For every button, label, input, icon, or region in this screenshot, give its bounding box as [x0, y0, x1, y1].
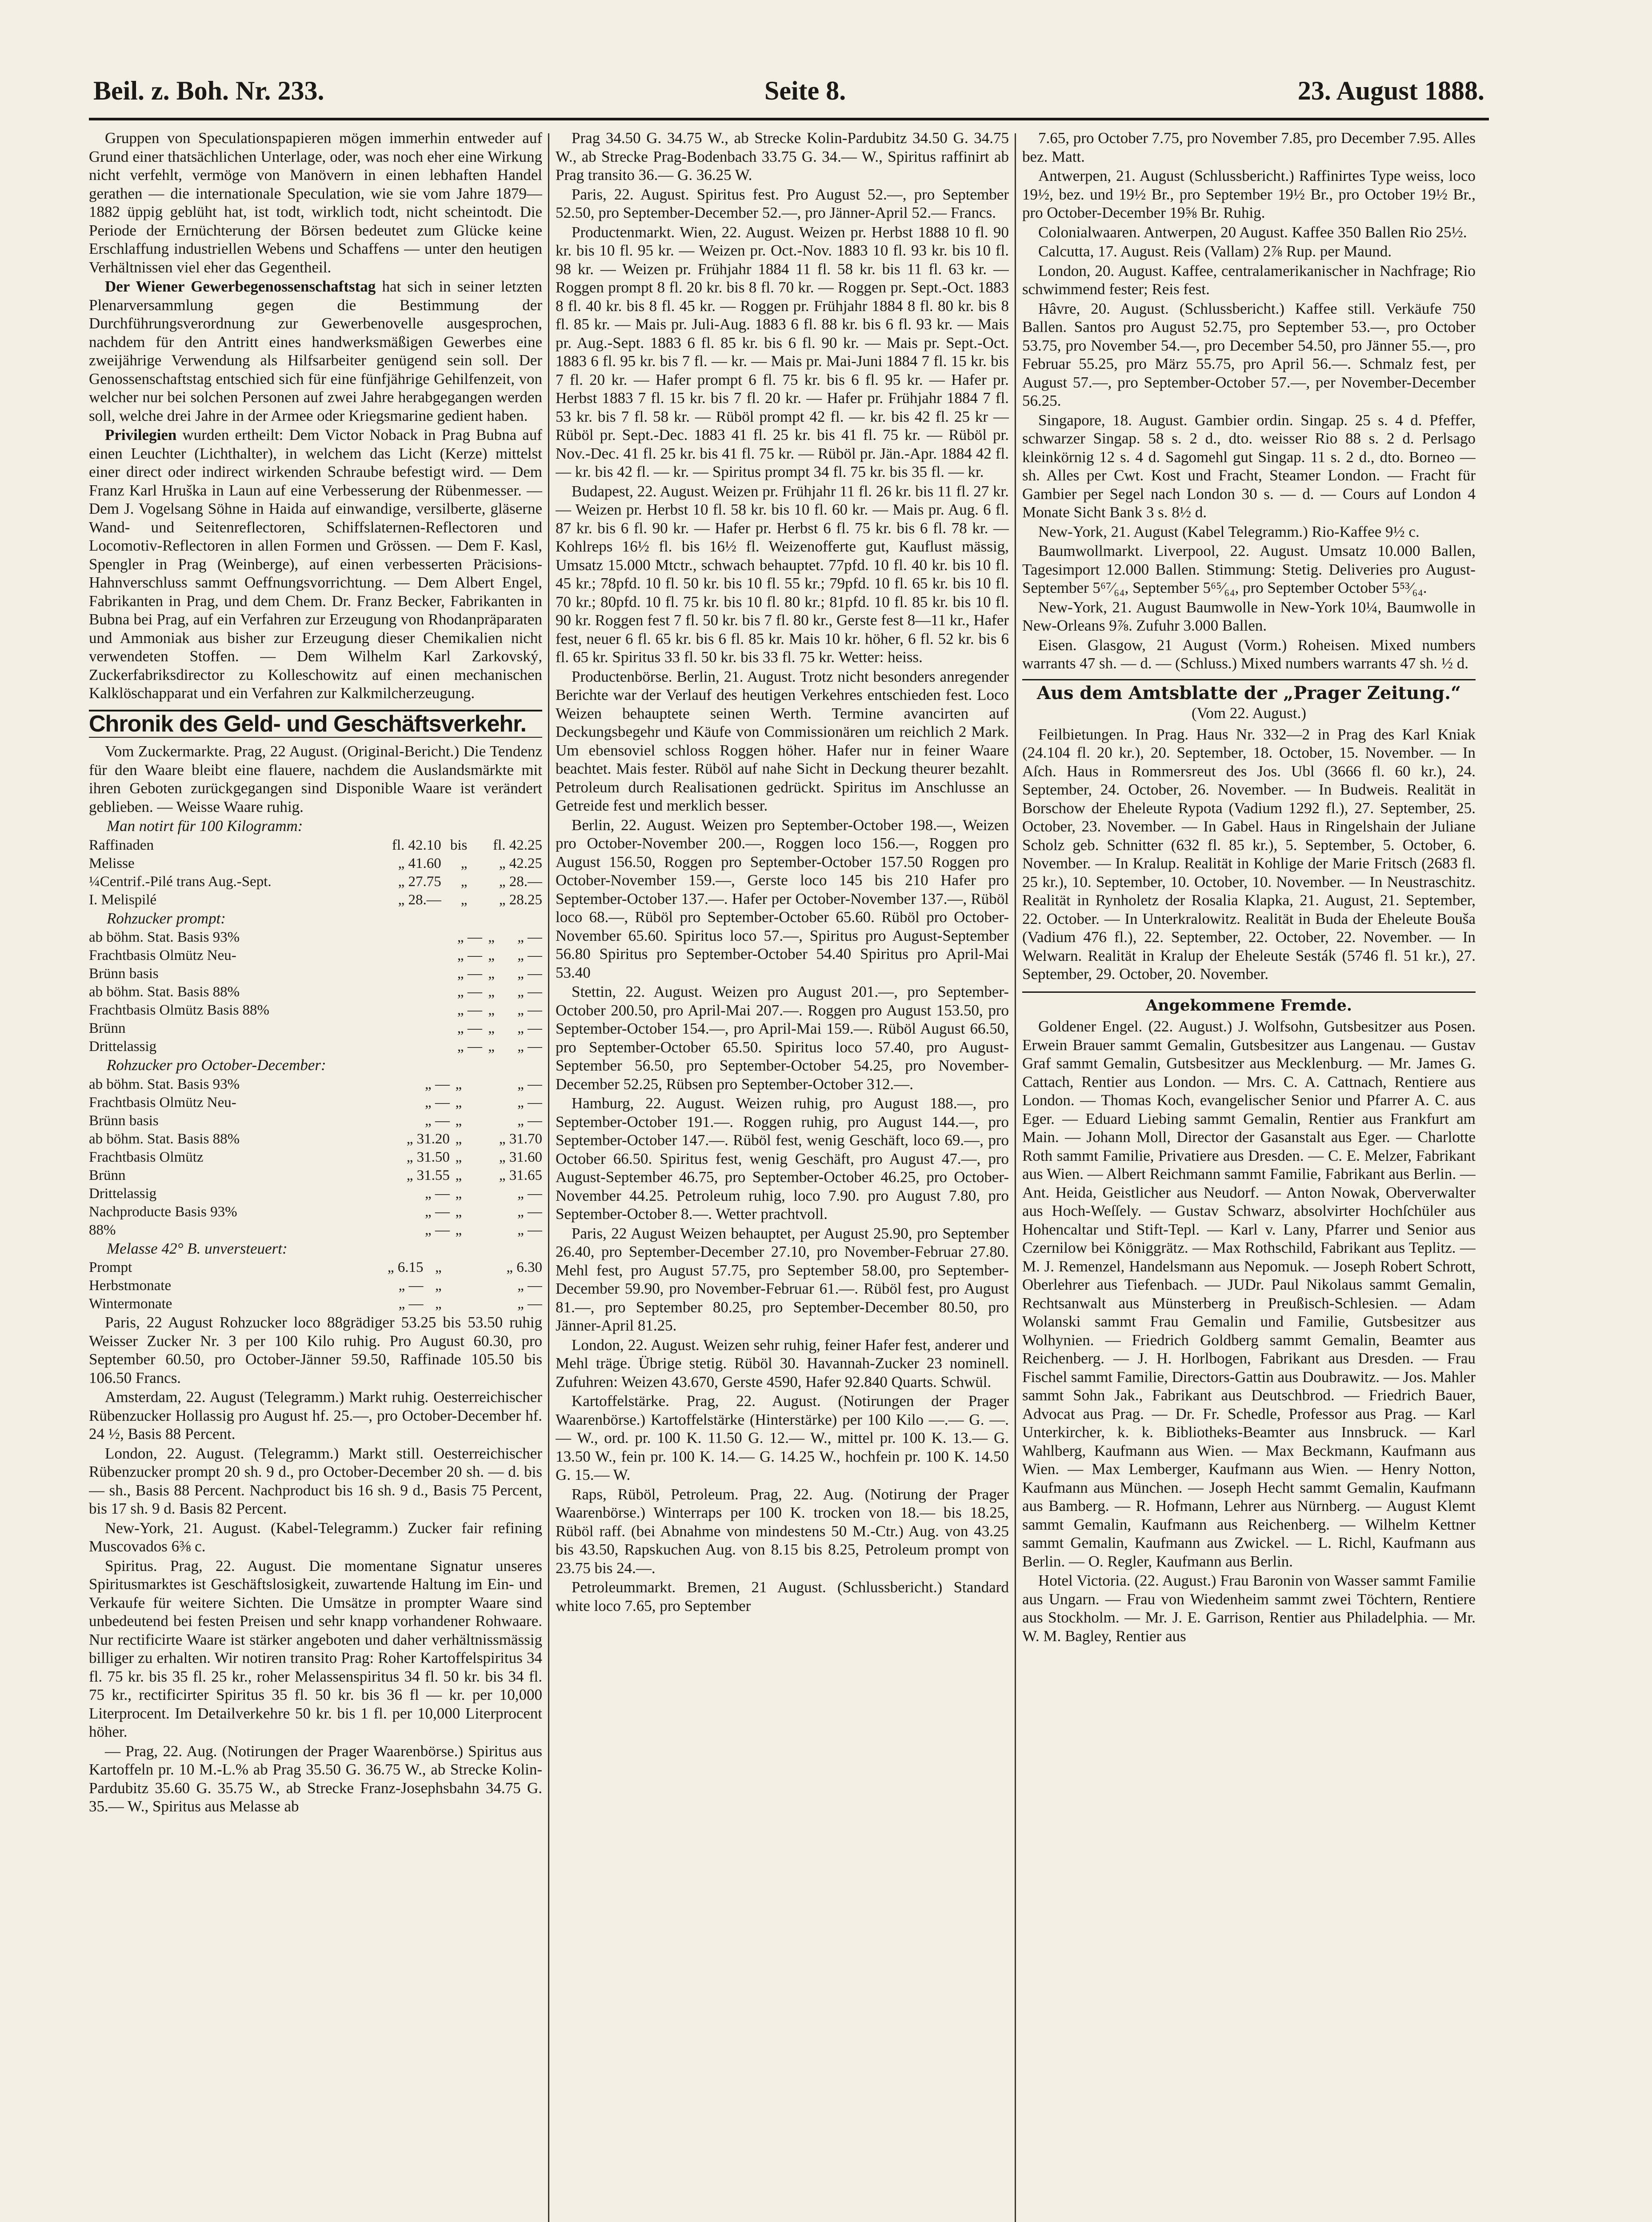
market-report: Hâvre, 20. August. (Schlussbericht.) Kaffee still. Verkäufe 750 Ballen. Santos pro August 52.75, pro September 53.—, pro October 53.75, pro November 54.—, pro December 54.50, pro Jänner 55.—, pro Februar 55.25, pro März 55.75, pro April 56.—. Schmalz fest, per August 57.—, pro September-October 57.—, per November-December 56.25. — [1022, 300, 1476, 409]
table-cell: „ — — [457, 947, 482, 963]
table-caption: Rohzucker prompt: — [107, 909, 226, 927]
market-report: Petroleummarkt. Bremen, 21 August. (Schlussbericht.) Standard white loco 7.65, pro September — [556, 1579, 1009, 1615]
table-cell: „ — — [517, 984, 542, 1000]
table-cell: „ — — [398, 1278, 424, 1294]
table-cell: ab böhm. Stat. Basis 88% — [89, 984, 240, 1000]
table-cell: „ 28.— — [398, 891, 441, 908]
notice-paragraph: Goldener Engel. (22. August.) J. Wolfsohn, Gutsbesitzer aus Posen. Erwein Brauer sammt Gemalin, Gutsbesitzer aus Langenau. — Gustav Graf sammt Gemalin, Gutsbesitzer aus Mecklenburg. — Mr. James G. Cattach, Rentier aus London. — Mrs. C. A. Cattnach, Rentiere aus London. — Thomas Koch, evangelischer Senior und Pfarrer A. C. aus Eger. — Eduard Liebing sammt Gemalin, Rentier aus Frankfurt am Main. — Johann Moll, Director der Gasanstalt aus Eger. — Charlotte Roth sammt Familie, Privatiere aus Dresden. — C. E. Melzer, Fabrikant aus Wien. — Albert Reichmann sammt Familie, Fabrikant aus Berlin. — Ant. Heida, Geistlicher aus Neudorf. — Anton Nowak, Oberverwalter aus Hoch-Weſſely. — Gustav Schwarz, absolvirter Hochſchüler aus Hohencaltar und Stift-Tepl. — Karl v. Lany, Pfarrer und Senior aus Czernilow bei Königgrätz. — Max Rothschild, Fabrikant aus Teplitz. — M. J. Remenzel, Handelsmann aus Nepomuk. — Joseph Robert Schrott, Oberlehrer aus Tiefenbach. — JUDr. Paul Nikolaus sammt Gemalin, Rechtsanwalt aus Münsterberg in Preußisch-Schlesien. — Adam Wolanski sammt Frau Gemalin und Familie, Gutsbesitzer aus Wolhynien. — Friedrich Goldberg sammt Gemalin, Beamter aus Reichenberg. — J. H. Horlbogen, Fabrikant aus Dresden. — Frau Fischel sammt Familie, Directors-Gattin aus Doubrawitz. — Jos. Mahler sammt Sohn Jak., Fabrikant aus Deutschbrod. — Friedrich Bauer, Advocat aus Prag. — Dr. Fr. Schedle, Professor aus Prag. — Karl Unterkircher, k. k. Bibliotheks-Beamter aus Innsbruck. — Karl Wahlberg, Kaufmann aus Wien. — Max Beckmann, Kaufmann aus Wien. — Max Lemberger, Kaufmann aus Wien. — Henry Notton, Kaufmann aus München. — Joseph Hecht sammt Gemalin, Kaufmann aus Bamberg. — R. Hofmann, Lehrer aus Nürnberg. — August Klemt sammt Gemalin, Kaufmann aus Reichenberg. — Wilhelm Kettner sammt Gemalin, Kaufmann aus Zwickel. — L. Richl, Kaufmann aus Berlin. — O. Regler, Kaufmann aus Berlin. — [1022, 1018, 1476, 1570]
table-cell: „ — [455, 1094, 462, 1111]
table-cell: „ — — [457, 1002, 482, 1018]
table-cell: „ — [455, 1112, 462, 1129]
table-cell: Drittelassig — [89, 1185, 157, 1202]
price-table — [89, 928, 542, 1056]
table-cell: „ 31.70 — [499, 1131, 542, 1147]
table-cell: Brünn basis — [89, 966, 159, 982]
table-caption: Melasse 42° B. unversteuert: — [107, 1239, 288, 1257]
table-cell: „ 31.55 — [406, 1167, 450, 1183]
table-cell: „ — — [517, 1094, 542, 1111]
notice-paragraph: Feilbietungen. In Prag. Haus Nr. 332—2 in Prag des Karl Kniak (24.104 fl. 20 kr.), 20. September, 18. October, 15. November. — In Aſch. Haus in Rommersreut des Jos. Ubl (3666 fl. 60 kr.), 24. September, 24. October, 26. November. — In Budweis. Realität in Borschow der Eheleute Rypota (Vadium 1292 fl.), 27. September, 25. October, 23. November. — In Gabel. Haus in Ringelshain der Juliane Scholz geb. Schnitter (632 fl. 85 kr.), 5. September, 5. October, 6. November. — In Kralup. Realität in Kohlige der Marie Fritsch (2683 fl. 25 kr.), 10. September, 10. October, 10. November. — In Neustraschitz. Realität in Rynholetz der Rosalia Klapka, 21. August, 21. September, 22. October. — In Unterkralowitz. Realität in Buda der Eheleute Bouša (Vadium 476 fl.), 22. September, 22. October, 22. November. — In Welwarn. Realität in Kralup der Eheleute Sesták (5746 fl. 51 kr.), 27. September, 29. October, 20. November. — [1022, 725, 1476, 983]
table-cell: „ — — [457, 966, 482, 982]
market-report: London, 22. August. Weizen sehr ruhig, feiner Hafer fest, anderer und Mehl träge. Übrige stetig. Rüböl 30. Havannah-Zucker 23 nominell. Zufuhren: Weizen 43.670, Gerste 4590, Hafer 92.840 Quarts. Schwül. — [556, 1336, 1009, 1391]
table-row — [89, 1203, 542, 1221]
table-cell: „ 41.60 — [398, 855, 441, 871]
header-rule — [89, 118, 1489, 120]
table-cell: „ — [488, 984, 495, 1000]
article-text: hat sich in seiner letzten Plenarversammlung gegen die Bestimmung der Durchführungsverordnung zur Gewerbenovelle ausgesprochen, nachdem für den Antritt eines handwerksmäßigen Gewerbes eine zweijährige Verwendung als Hilfsarbeiter genügend sein soll. Der Genossenschaftstag entschied sich für eine fünfjährige Gehilfenzeit, von welcher nur bei solchen Personen auf zwei Jahre herabgegangen werden soll, welche drei Jahre in der Armee oder Kriegsmarine gedient haben. — [89, 278, 542, 424]
table-cell: „ — [488, 1020, 495, 1036]
table-row — [89, 1277, 542, 1295]
table-cell: „ — — [457, 1039, 482, 1055]
market-report: Colonialwaaren. Antwerpen, 20 August. Kaffee 350 Ballen Rio 25½. — [1038, 223, 1467, 241]
article-paragraph — [89, 277, 542, 425]
table-cell: „ — [460, 855, 468, 871]
market-report: London, 20. August. Kaffee, centralamerikanischer in Nachfrage; Rio schwimmend fester; Reis fest. — [1022, 262, 1476, 298]
market-report: 7.65, pro October 7.75, pro November 7.85, pro December 7.95. Alles bez. Matt. — [1022, 129, 1476, 165]
table-row — [89, 873, 542, 891]
table-row — [89, 891, 542, 909]
table-cell: „ 42.25 — [499, 855, 542, 871]
market-report: Hamburg, 22. August. Weizen ruhig, pro August 188.—, pro September-October 191.—. Roggen ruhig, pro August 144.—, pro September-October 147.—. Rüböl fest, wenig Geschäft, loco 69.—, pro October 66.50. Spiritus fest, wenig Geschäft, pro August 47.—, pro August-September 46.75, pro September-October 46.25, pro October-November 44.25. Petroleum ruhig, loco 7.90. pro August 7.80, pro September-October 8.—. Wetter prachtvoll. — [556, 1095, 1009, 1223]
table-cell: „ — [460, 891, 468, 908]
table-row — [89, 1038, 542, 1056]
table-cell: „ — — [517, 1020, 542, 1036]
table-cell: Frachtbasis Olmütz Neu- — [89, 947, 236, 963]
table-cell: „ — [488, 1039, 495, 1055]
table-cell: Frachtbasis Olmütz Neu- — [89, 1094, 236, 1111]
table-cell: „ — [455, 1167, 462, 1183]
market-report: Paris, 22 August Weizen behauptet, per August 25.90, pro September 26.40, pro September-December 27.10, pro November-Februar 27.80. Mehl fest, pro August 57.75, pro September 58.00, pro September-December 59.90, pro November-Februar 61.—. Rüböl fest, pro August 81.—, pro September 80.25, pro September-December 80.50, pro Jänner-April 81.25. — [556, 1224, 1009, 1334]
table-cell: „ — — [517, 1002, 542, 1018]
market-report: Singapore, 18. August. Gambier ordin. Singap. 25 s. 4 d. Pfeffer, schwarzer Singap. 58 s. 2 d., dto. weisser Rio 88 s. 2 d. Perlsago kleinkörnig 12 s. 4 d. Sagomehl gut Singap. 11 s. 2 d., dto. Borneo — sh. Alles per Cwt. Kost und Fracht, Steamer London. — Fracht für Gambier per Segel nach London 30 s. — d. — Cours auf London 4 Monate Sicht Bank 3 s. 8½ d. — [1022, 411, 1476, 521]
table-cell: ab böhm. Stat. Basis 93% — [89, 1076, 240, 1092]
market-report: New-York, 21. August. (Kabel-Telegramm.) Zucker fair refining Muscovados 6⅜ c. — [89, 1519, 542, 1555]
table-cell: „ — — [517, 929, 542, 945]
table-cell: „ — — [517, 1296, 542, 1312]
price-table — [89, 1075, 542, 1239]
market-report: Spiritus. Prag, 22. August. Die momentane Signatur unseres Spiritusmarktes ist Geschäftslosigkeit, zuwartende Haltung im Ein- und Verkaufe für weitere Sichten. Die Umsätze in prompter Waare sind unbedeutend bei festen Preisen und sehr knapp vorhandener Rohwaare. Nur rectificirte Waare ist stärker angeboten und daher verhältnissmässig billiger zu erhalten. Wir notiren transito Prag: Roher Kartoffelspiritus 34 fl. 75 kr. bis 35 fl. 25 kr., roher Melassenspiritus 34 fl. 50 kr. bis 34 fl. 75 kr., rectificirter Spiritus 35 fl. 50 kr. bis 36 fl — kr. per 10,000 Literprocent. Im Detailverkehre 50 kr. bis 1 fl. per 10,000 Literprocent höher. — [89, 1557, 542, 1740]
table-cell: 88% — [89, 1222, 116, 1238]
column-3 — [1022, 129, 1476, 2222]
table-cell: „ — — [517, 947, 542, 963]
market-report: Antwerpen, 21. August (Schlussbericht.) Raffinirtes Type weiss, loco 19½, bez. und 19½ Br., pro September 19½ Br., pro October 19½ Br., pro October-December 19⅝ Br. Ruhig. — [1022, 167, 1476, 221]
table-cell: Brünn — [89, 1020, 126, 1036]
table-row — [89, 1112, 542, 1130]
table-cell: ab böhm. Stat. Basis 93% — [89, 929, 240, 945]
column-2 — [556, 129, 1009, 2222]
section-heading: Chronik des Geld- und Geschäftsverkehr. — [89, 710, 542, 738]
table-cell: „ 6.15 — [387, 1259, 424, 1275]
table-cell: bis — [450, 837, 468, 853]
table-cell: „ — [435, 1259, 442, 1275]
table-cell: „ — [455, 1076, 462, 1092]
table-cell: „ — [488, 947, 495, 963]
table-row — [89, 928, 542, 947]
table-cell: „ — — [517, 1278, 542, 1294]
table-cell: „ — — [517, 1112, 542, 1129]
table-cell: „ — [455, 1149, 462, 1165]
market-report: Raps, Rüböl, Petroleum. Prag, 22. Aug. (Notirung der Prager Waarenbörse.) Winterraps per 100 K. trocken von 18.— bis 18.25, Rüböl raff. (bei Abnahme von mindestens 50 M.-Ctr.) Aug. von 43.25 bis 43.50, Rapskuchen Aug. von 8.15 bis 8.25, Petroleum prompt von 23.75 bis 24.—. — [556, 1485, 1009, 1577]
table-cell: „ — — [425, 1203, 450, 1220]
table-cell: „ — — [457, 1020, 482, 1036]
table-cell: Brünn basis — [89, 1112, 159, 1129]
table-cell: „ 31.65 — [499, 1167, 542, 1183]
table-cell: „ — [455, 1203, 462, 1220]
issue-date: 23. August 1888. — [1297, 76, 1484, 105]
table-cell: „ — — [517, 966, 542, 982]
table-row — [89, 1148, 542, 1167]
table-row — [89, 1094, 542, 1112]
market-report: Budapest, 22. August. Weizen pr. Frühjahr 11 fl. 26 kr. bis 11 fl. 27 kr. — Weizen pr. Herbst 10 fl. 58 kr. bis 10 fl. 60 kr. — Mais pr. Aug. 6 fl. 87 kr. bis 6 fl. 90 kr. — Hafer pr. Herbst 6 fl. 75 kr. bis 6 fl. 78 kr. — Kohlreps 16½ fl. bis 16½ fl. Weizenofferte gut, Kauflust mässig, Umsatz 15.000 Mtctr., schwach behauptet. 77pfd. 10 fl. 40 kr. bis 10 fl. 45 kr.; 78pfd. 10 fl. 50 kr. bis 10 fl. 55 kr.; 79pfd. 10 fl. 65 kr. bis 10 fl. 70 kr.; 80pfd. 10 fl. 75 kr. bis 10 fl. 80 kr.; 81pfd. 10 fl. 85 kr. bis 10 fl. 90 kr. Roggen fest 7 fl. 50 kr. bis 7 fl. 80 kr., Gerste fest 8—11 kr., Hafer fest, neuer 6 fl. 65 kr. bis 6 fl. 85 kr. Mais 10 kr. höher, 6 fl. 52 kr. bis 6 fl. 65 kr. Spiritus 33 fl. 50 kr. bis 33 fl. 75 kr. Wetter: heiss. — [556, 482, 1009, 666]
table-cell: „ — — [425, 1076, 450, 1092]
market-report: Stettin, 22. August. Weizen pro August 201.—, pro September-October 200.50, pro April-Mai 207.—. Roggen pro August 153.50, pro September-October 154.—, pro April-Mai 159.—. Rüböl August 66.50, pro September-October 65.50. Spiritus loco 57.40, pro August-September 56.50, pro September-October 54.25, pro November-December 52.25, Rübsen pro September-October 312.—. — [556, 983, 1009, 1093]
table-cell: „ 31.60 — [499, 1149, 542, 1165]
article-title: Der Wiener Gewerbegenossenschaftstag — [105, 278, 376, 295]
table-cell: „ — — [457, 929, 482, 945]
market-report: Paris, 22 August Rohzucker loco 88grädiger 53.25 bis 53.50 ruhig Weisser Zucker Nr. 3 per 100 Kilo ruhig. Pro August 60.30, pro September 60.50, pro October-Jänner 59.50, Raffinade 105.50 bis 106.50 Francs. — [89, 1314, 542, 1387]
table-cell: „ — — [517, 1222, 542, 1238]
market-report: Calcutta, 17. August. Reis (Vallam) 2⅞ Rup. per Maund. — [1038, 243, 1392, 260]
column-divider — [1015, 133, 1016, 2222]
table-cell: „ — — [517, 1185, 542, 1202]
market-report: Kartoffelstärke. Prag, 22. August. (Notirungen der Prager Waarenbörse.) Kartoffelstärke (Hinterstärke) per 100 Kilo —.— G. —.— W., ord. pr. 100 K. 11.50 G. 12.— W., mittel pr. 100 K. 13.— G. 13.50 W., fein pr. 100 K. 14.— G. 14.25 W., hochfein pr. 100 K. 14.50 G. 15.— W. — [556, 1392, 1009, 1483]
table-cell: Melisse — [89, 855, 135, 871]
table-cell: „ — — [457, 984, 482, 1000]
table-cell: „ 31.50 — [406, 1149, 450, 1165]
table-cell: „ — [488, 929, 495, 945]
table-cell: fl. 42.10 — [392, 837, 441, 853]
table-caption: Rohzucker pro October-December: — [107, 1056, 326, 1074]
table-cell: „ 6.30 — [506, 1259, 542, 1275]
table-cell: „ — [488, 1002, 495, 1018]
table-cell: „ — [455, 1222, 462, 1238]
table-cell: „ 27.75 — [398, 873, 441, 890]
table-cell: fl. 42.25 — [493, 837, 542, 853]
market-report: Prag 34.50 G. 34.75 W., ab Strecke Kolin-Pardubitz 34.50 G. 34.75 W., ab Strecke Prag-Bodenbach 33.75 G. 34.— W., Spiritus raffinirt ab Prag transito 36.— G. 36.25 W. — [556, 129, 1009, 184]
market-report: Productenbörse. Berlin, 21. August. Trotz nicht besonders anregender Berichte war der Verlauf des heutigen Verkehres entschieden fest. Loco Weizen behauptete seinen Werth. Termine avancirten auf Deckungsbegehr und Käufe von Commissionären um reichlich 2 Mark. Um ebensoviel schloss Roggen höher. Hafer nur in feiner Waare beachtet. Mais fester. Rüböl auf nahe Sicht in Deckung theurer bezahlt. Petroleum durch Realisationen gedrückt. Spiritus im Anschlusse an Getreide fest und merklich besser. — [556, 667, 1009, 814]
market-report: Berlin, 22. August. Weizen pro September-October 198.—, Weizen pro October-November 200.—, Roggen loco 156.—, Roggen pro August 156.50, Roggen pro September-October 157.50 Roggen pro October-November 159.—, Gerste loco 145 bis 210 Hafer pro September-October 137.—. Hafer per October-November 137.—, Rüböl loco 68.—, Rüböl pro September-October 65.60. Rüböl pro October-November 65.60. Spiritus loco 57.—, Spiritus pro August-September 56.80 Spiritus pro September-October 54.40 Spiritus pro April-Mai 53.40 — [556, 816, 1009, 981]
notice-paragraph: Hotel Victoria. (22. August.) Frau Baronin von Wasser sammt Familie aus Ungarn. — Frau von Wiedenheim sammt zwei Töchtern, Rentiere aus Stockholm. — Mr. J. E. Garrison, Rentier aus Philadelphia. — Mr. W. M. Bagley, Rentier aus — [1022, 1572, 1476, 1645]
table-cell: „ — [455, 1185, 462, 1202]
table-cell: Frachtbasis Olmütz — [89, 1149, 204, 1165]
section-heading: Angekommene Fremde. — [1022, 991, 1476, 1015]
article-text: wurden ertheilt: Dem Victor Noback in Prag Bubna auf einen Leuchter (Lichthalter), in welchem das Licht (Kerze) mittelst einer direct oder indirect wirkenden Schraube befestigt wird. — Dem Franz Karl Hruška in Laun auf eine Verbesserung der Rübenmesser. — Dem J. Vogelsang Söhne in Haida auf einwandige, versilberte, gläserne Wand- und Seitenreflectoren, Schiffslaternen-Reflectoren und Locomotiv-Reflectoren in allen Formen und Grössen. — Dem F. Kasl, Spengler in Prag (Weinberge), auf einen verbesserten Präcisions-Hahnverschluss sammt Oeffnungsvorrichtung. — Dem Albert Engel, Fabrikanten in Prag, und dem Chem. Dr. Franz Becker, Fabrikanten in Bubna bei Prag, auf ein Verfahren zur Erzeugung von Rhodanpräparaten und Ammoniak aus bisher zur Erzeugung dieser Chemikalien nicht verwendeten Stoffen. — Dem Wilhelm Karl Zarkovský, Zuckerfabriksdirector zu Kolleschowitz auf einen mechanischen Kalklöschapparat und ein Verfahren zur Kalkmilcherzeugung. — [89, 426, 542, 702]
table-cell: „ — — [425, 1185, 450, 1202]
table-cell: „ — [455, 1131, 462, 1147]
page-header — [89, 67, 1489, 116]
market-report: Paris, 22. August. Spiritus fest. Pro August 52.—, pro September 52.50, pro September-December 52.—, pro Jänner-April 52.— Francs. — [556, 185, 1009, 221]
table-cell: Nachproducte Basis 93% — [89, 1203, 237, 1220]
column-divider — [548, 133, 549, 2222]
table-row — [89, 855, 542, 873]
table-row — [89, 1259, 542, 1277]
article-paragraph: Gruppen von Speculationspapieren mögen immerhin entweder auf Grund einer thatsächlichen Unterlage, oder, was noch eher eine Wirkung nicht verfehlt, vermöge von Manövern in einen lebhaften Handel gerathen — die internationale Speculation, wie sie vom Jahre 1879—1882 üppig geblüht hat, ist todt, wirklich todt, nicht scheintodt. Die Periode der Ernüchterung der Börsen bedeutet zum Glücke keine Erschlaffung industriellen Webens und Schaffens — unter den heutigen Verhältnissen viel eher das Gegentheil. — [89, 129, 542, 276]
table-row — [89, 1167, 542, 1185]
table-cell: Herbstmonate — [89, 1278, 172, 1294]
price-table — [89, 1259, 542, 1313]
table-cell: „ — — [425, 1094, 450, 1111]
market-report: Vom Zuckermarkte. Prag, 22 August. (Original-Bericht.) Die Tendenz für den Waare bleibt eine flauere, nachdem die Auslandsmärkte mit ihren Geboten zurückgegangen sind Disponible Waare ist verändert geblieben. — Weisse Waare ruhig. — [89, 743, 542, 815]
table-cell: „ — — [425, 1112, 450, 1129]
table-cell: Wintermonate — [89, 1296, 172, 1312]
page-number: Seite 8. — [764, 76, 846, 105]
column-1 — [89, 129, 542, 2222]
market-report: London, 22. August. (Telegramm.) Markt still. Oesterreichischer Rübenzucker prompt 20 sh. 9 d., pro October-December 20 sh. — d. bis — sh., Basis 88 Percent. Nachproduct bis 16 sh. 9 d., Basis 75 Percent, bis 17 sh. 9 d. Basis 82 Percent. — [89, 1444, 542, 1517]
market-report: Baumwollmarkt. Liverpool, 22. August. Umsatz 10.000 Ballen, Tagesimport 12.000 Ballen. Stimmung: Stetig. Deliveries pro August-September 5⁶⁷⁄₆₄, September 5⁶⁵⁄₆₄, pro September October 5⁵³⁄₆₄. — [1022, 542, 1476, 596]
table-row — [89, 947, 542, 965]
table-cell: „ — — [517, 1203, 542, 1220]
table-cell: „ — [435, 1278, 442, 1294]
market-report: — Prag, 22. Aug. (Notirungen der Prager Waarenbörse.) Spiritus aus Kartoffeln pr. 10 M.-L.% ab Prag 35.50 G. 36.75 W., ab Strecke Kolin-Pardubitz 35.60 G. 35.75 W., ab Strecke Franz-Josephsbahn 34.75 G. 35.— W., Spiritus aus Melasse ab — [89, 1742, 542, 1815]
issue-reference: Beil. z. Boh. Nr. 233. — [93, 76, 324, 105]
table-row — [89, 1221, 542, 1239]
table-cell: „ 31.20 — [406, 1131, 450, 1147]
table-cell: ¼Centrif.-Pilé trans Aug.-Sept. — [89, 873, 272, 890]
table-row — [89, 836, 542, 855]
table-row — [89, 1295, 542, 1313]
table-row — [89, 1075, 542, 1094]
price-table — [89, 836, 542, 909]
table-cell: „ — — [517, 1039, 542, 1055]
table-row — [89, 1001, 542, 1019]
market-report: Amsterdam, 22. August (Telegramm.) Markt ruhig. Oesterreichischer Rübenzucker Hollassig pro August hf. 25.—, pro October-December hf. 24 ½, Basis 88 Percent. — [89, 1388, 542, 1443]
market-report: Productenmarkt. Wien, 22. August. Weizen pr. Herbst 1888 10 fl. 90 kr. bis 10 fl. 95 kr. — Weizen pr. Oct.-Nov. 1883 10 fl. 93 kr. bis 10 fl. 98 kr. — Weizen pr. Frühjahr 1884 11 fl. 58 kr. bis 11 fl. 63 kr. — Roggen prompt 8 fl. 20 kr. bis 8 fl. 70 kr. — Roggen pr. Sept.-Oct. 1883 8 fl. 40 kr. bis 8 fl. 45 kr. — Roggen pr. Frühjahr 1884 8 fl. 80 kr. bis 8 fl. 85 kr. — Mais pr. Juli-Aug. 1883 6 fl. 88 kr. bis 6 fl. 93 kr. — Mais pr. Aug.-Sept. 1883 6 fl. 85 kr. bis 6 fl. 90 kr. — Mais pr. Sept.-Oct. 1883 6 fl. 95 kr. bis 7 fl. — kr. — Mais pr. Mai-Juni 1884 7 fl. 15 kr. bis 7 fl. 20 kr. — Hafer prompt 6 fl. 75 kr. bis 6 fl. 95 kr. — Hafer pr. Herbst 1883 7 fl. 15 kr. bis 7 fl. 20 kr. — Hafer pr. Frühjahr 1884 7 fl. 53 kr. bis 7 fl. 58 kr. — Rüböl prompt 42 fl. — kr. bis 42 fl. 25 kr — Rüböl pr. Sept.-Dec. 1883 41 fl. 25 kr. bis 41 fl. 75 kr. — Rüböl pr. Nov.-Dec. 41 fl. 25 kr. bis 41 fl. 75 kr. — Rüböl pr. Jän.-Apr. 1884 42 fl. — kr. bis 42 fl. — kr. — Spiritus prompt 34 fl. 75 kr. bis 35 fl. — kr. — [556, 223, 1009, 480]
table-row — [89, 1185, 542, 1203]
table-row — [89, 983, 542, 1001]
table-cell: Drittelassig — [89, 1039, 157, 1055]
table-cell: Brünn — [89, 1167, 126, 1183]
table-cell: „ — — [425, 1222, 450, 1238]
market-report: New-York, 21. August (Kabel Telegramm.) Rio-Kaffee 9½ c. — [1038, 523, 1420, 540]
table-cell: „ — [435, 1296, 442, 1312]
table-cell: Prompt — [89, 1259, 132, 1275]
table-cell: I. Melispilé — [89, 891, 157, 908]
table-cell: Raffinaden — [89, 837, 154, 853]
table-cell: „ — — [517, 1076, 542, 1092]
market-report: New-York, 21. August Baumwolle in New-York 10¼, Baumwolle in New-Orleans 9⅞. Zufuhr 3.000 Ballen. — [1022, 598, 1476, 634]
table-cell: „ 28.— — [499, 873, 542, 890]
table-caption: Man notirt für 100 Kilogramm: — [107, 817, 303, 835]
market-report: Eisen. Glasgow, 21 August (Vorm.) Roheisen. Mixed numbers warrants 47 sh. — d. — (Schluss.) Mixed numbers warrants 47 sh. ½ d. — [1022, 636, 1476, 672]
section-heading: Aus dem Amtsblatte der „Prager Zeitung.“ — [1022, 679, 1476, 703]
table-cell: „ — [460, 873, 468, 890]
table-cell: ab böhm. Stat. Basis 88% — [89, 1131, 240, 1147]
table-cell: „ 28.25 — [499, 891, 542, 908]
table-cell: „ — — [398, 1296, 424, 1312]
article-title: Privilegien — [105, 426, 177, 444]
table-row — [89, 965, 542, 983]
table-cell: „ — [488, 966, 495, 982]
table-cell: Frachtbasis Olmütz Basis 88% — [89, 1002, 270, 1018]
table-row — [89, 1019, 542, 1038]
table-row — [89, 1130, 542, 1148]
section-date: (Vom 22. August.) — [1192, 704, 1306, 722]
article-paragraph — [89, 426, 542, 703]
